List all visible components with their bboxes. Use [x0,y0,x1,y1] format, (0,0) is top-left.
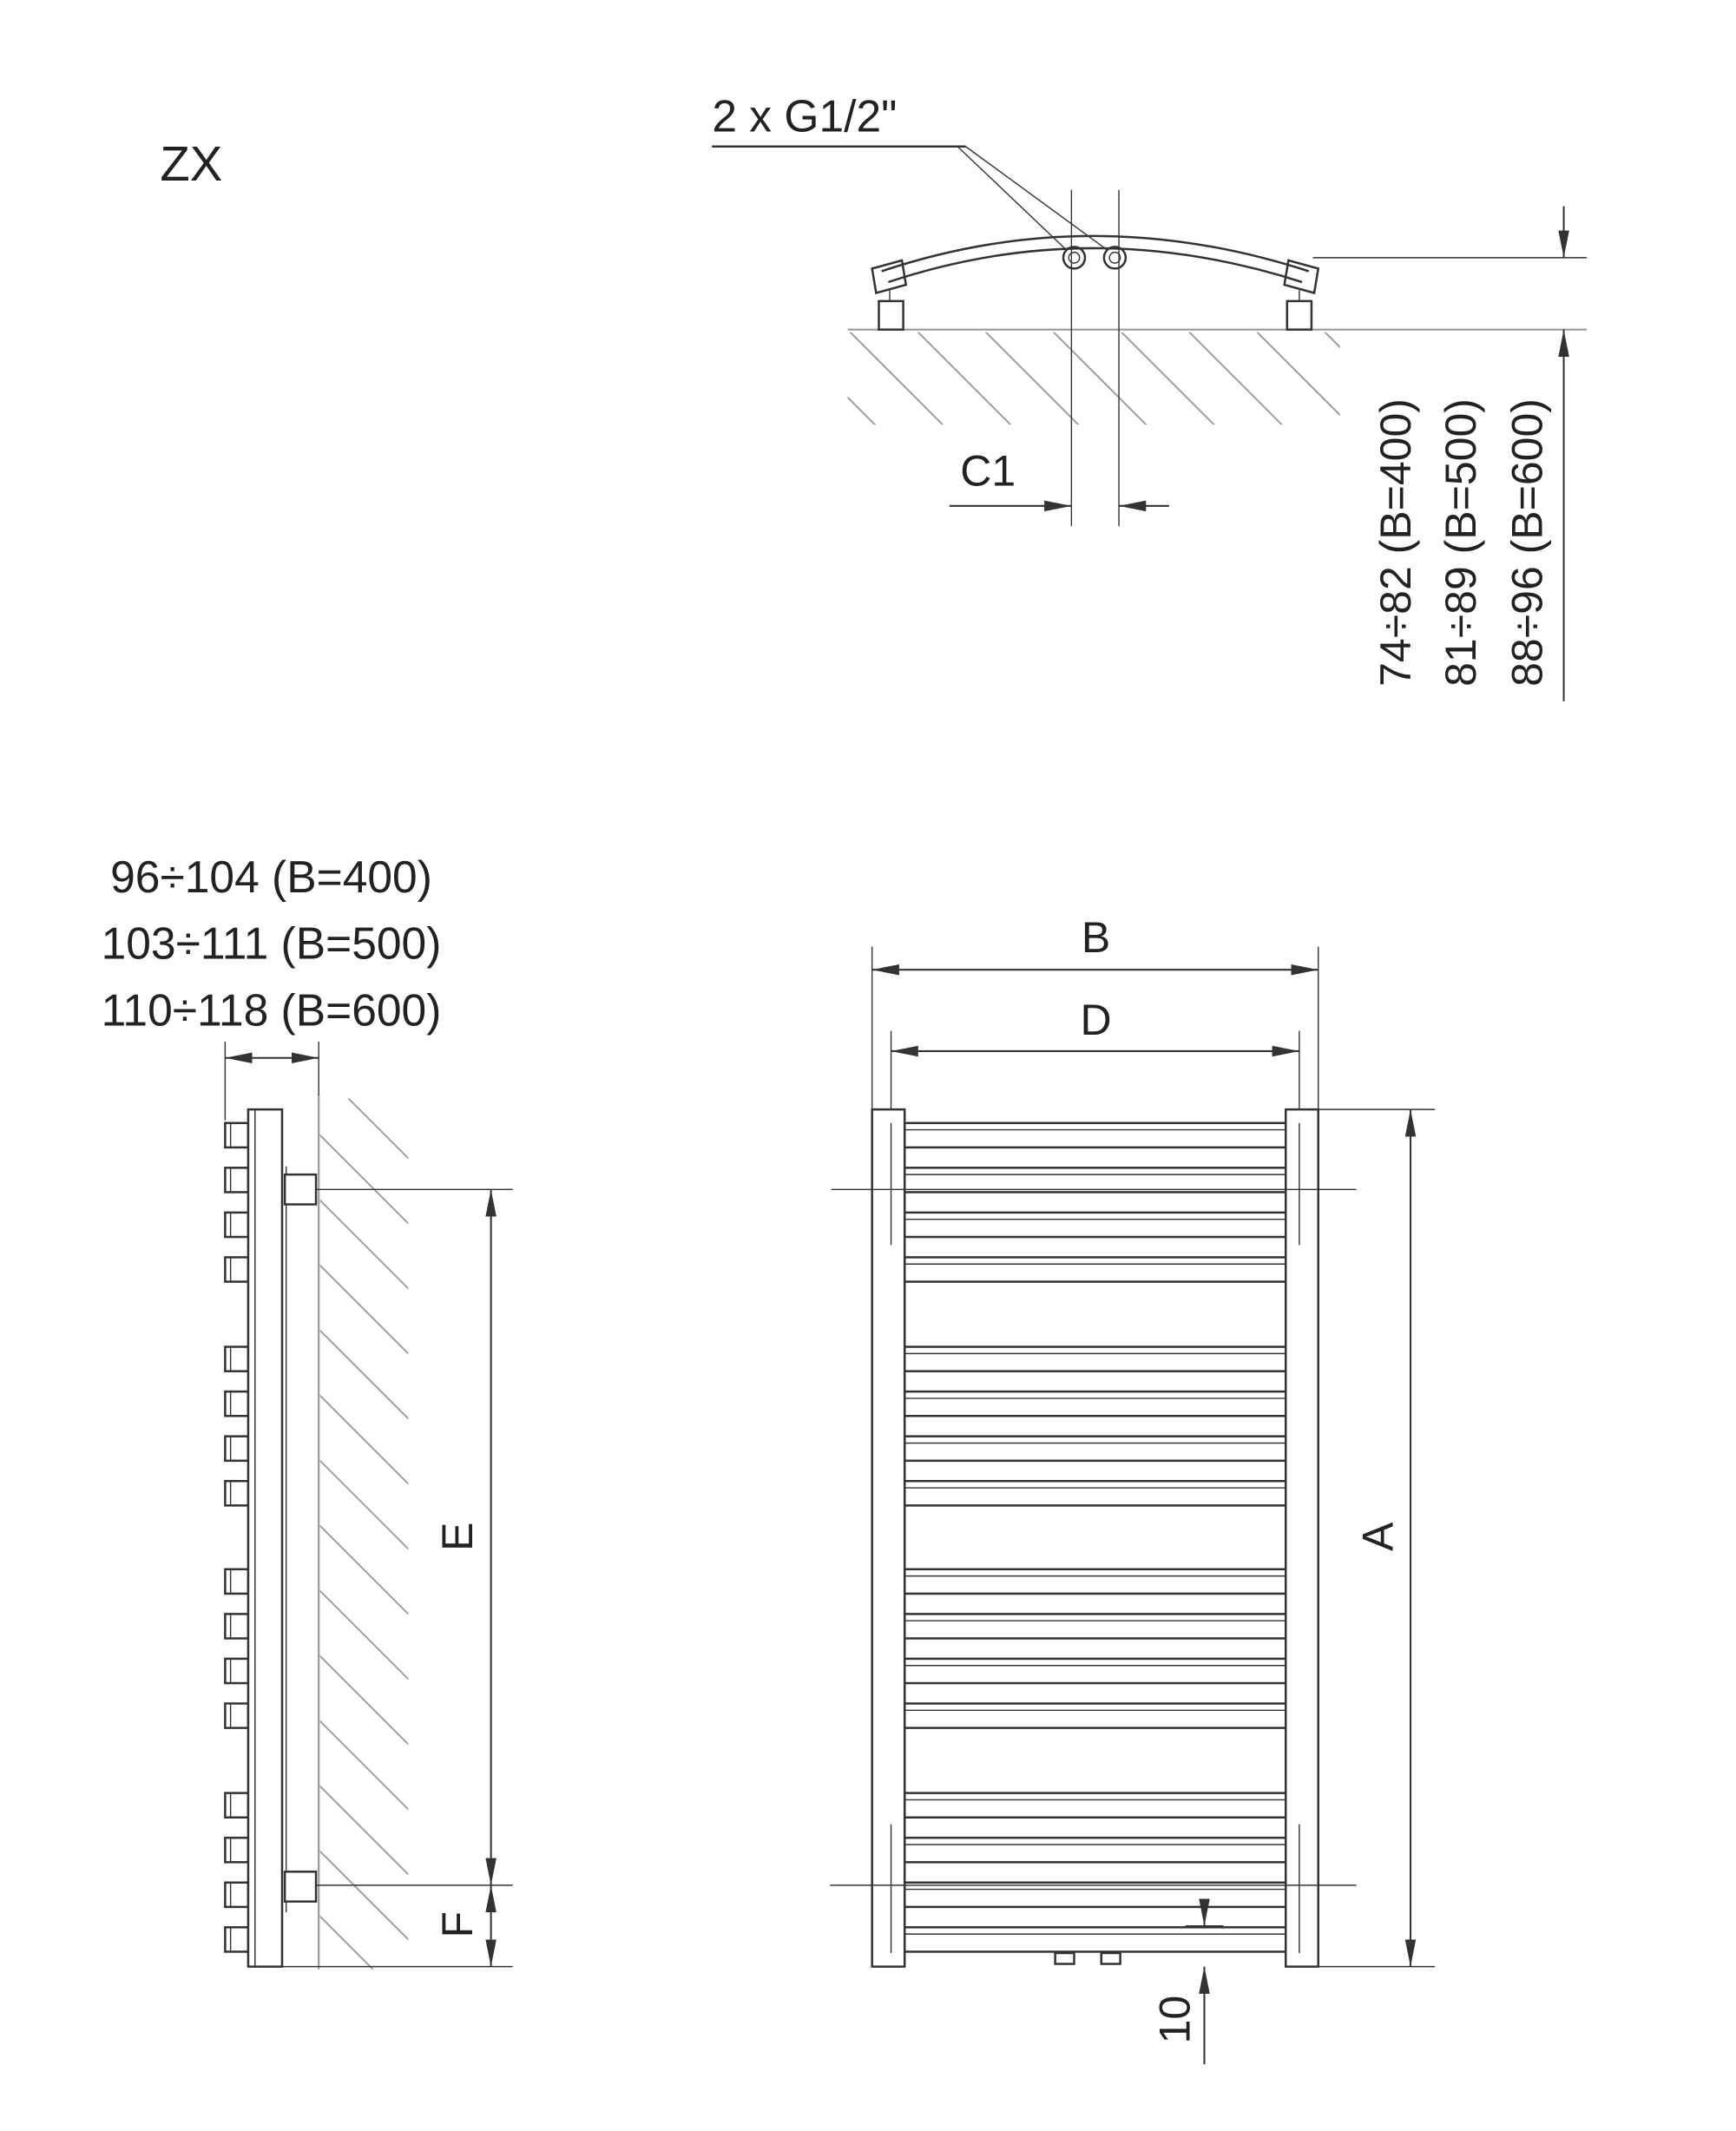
tube [904,1123,1286,1148]
tube [904,1437,1286,1461]
connection-port-left-inner [1069,253,1080,264]
f-label: F [432,1911,482,1938]
tube [904,1167,1286,1192]
front-collector-left [872,1109,905,1967]
depth-label-b500: 81÷89 (B=500) [1436,398,1485,687]
tube-end [225,1659,248,1683]
tube-end [225,1437,248,1461]
tube-end [225,1123,248,1148]
tube [904,1614,1286,1638]
connection-label: 2 x G1/2" [712,90,898,141]
depth-label-b600: 88÷96 (B=600) [1503,398,1552,687]
tube [904,1569,1286,1594]
tube [904,1257,1286,1281]
tube [904,1347,1286,1371]
side-bracket-bottom [285,1871,316,1901]
top-view [712,91,1587,701]
hatch-line [319,1134,413,1228]
hatch-line [319,1264,413,1358]
hatch-line [319,1199,413,1293]
hatch-line [319,1720,413,1814]
wall-hatch-side [319,1003,413,2075]
tube-end [225,1347,248,1371]
tube [904,1391,1286,1416]
tube-end [225,1704,248,1728]
hatch-line [319,1394,413,1489]
tube [904,1704,1286,1728]
connection-port-left [1063,247,1085,268]
tube-end [225,1213,248,1237]
tube-end [225,1167,248,1192]
a-label: A [1353,1522,1403,1551]
tube [904,1838,1286,1862]
hatch-line [319,1069,413,1163]
left-wall-bracket [879,301,904,330]
bottom-connection-left [1055,1953,1075,1964]
model-label: ZX [160,135,223,191]
tube-end [225,1793,248,1818]
d-label: D [1080,996,1112,1045]
hatch-line [319,1980,413,2075]
hatch-line [319,1850,413,1944]
e-label: E [432,1522,482,1551]
tube [904,1213,1286,1237]
b-label: B [1081,912,1111,962]
tube [904,1793,1286,1818]
hatch-line [319,1329,413,1424]
hatch-line [319,1589,413,1684]
front-collector-right [1286,1109,1318,1967]
hatch-line [319,1524,413,1619]
tube [904,1883,1286,1907]
wall-hatch-top [779,330,1420,428]
tube-end [225,1481,248,1505]
tube [904,1659,1286,1683]
bottom-connection-right [1101,1953,1121,1964]
connection-port-right [1104,247,1126,268]
tube-end [225,1614,248,1638]
side-view [102,852,513,2075]
front-tubes [904,1123,1286,1952]
tube-end [225,1391,248,1416]
side-collector [248,1109,282,1967]
side-depth-label-b500: 103÷111 (B=500) [101,918,442,969]
tube [904,1927,1286,1951]
side-depth-label-b600: 110÷118 (B=600) [101,984,442,1036]
offset-label: 10 [1150,1995,1200,2044]
leader-line-right [966,147,1108,250]
hatch-line [319,1785,413,1879]
tube-end [225,1569,248,1594]
leader-line-left [957,147,1066,250]
tube [904,1481,1286,1505]
depth-label-b400: 74÷82 (B=400) [1371,398,1420,687]
tube-end [225,1883,248,1907]
hatch-line [319,1654,413,1749]
side-bracket-top [285,1174,316,1204]
tube-end [225,1257,248,1281]
side-depth-label-b400: 96÷104 (B=400) [110,852,432,903]
tube-end [225,1838,248,1862]
side-tube-ends [225,1123,248,1952]
hatch-line [319,1915,413,2009]
c1-label: C1 [960,446,1016,496]
tube-end [225,1927,248,1951]
front-view [830,913,1435,2064]
right-wall-bracket [1287,301,1312,330]
hatch-line [319,1459,413,1554]
